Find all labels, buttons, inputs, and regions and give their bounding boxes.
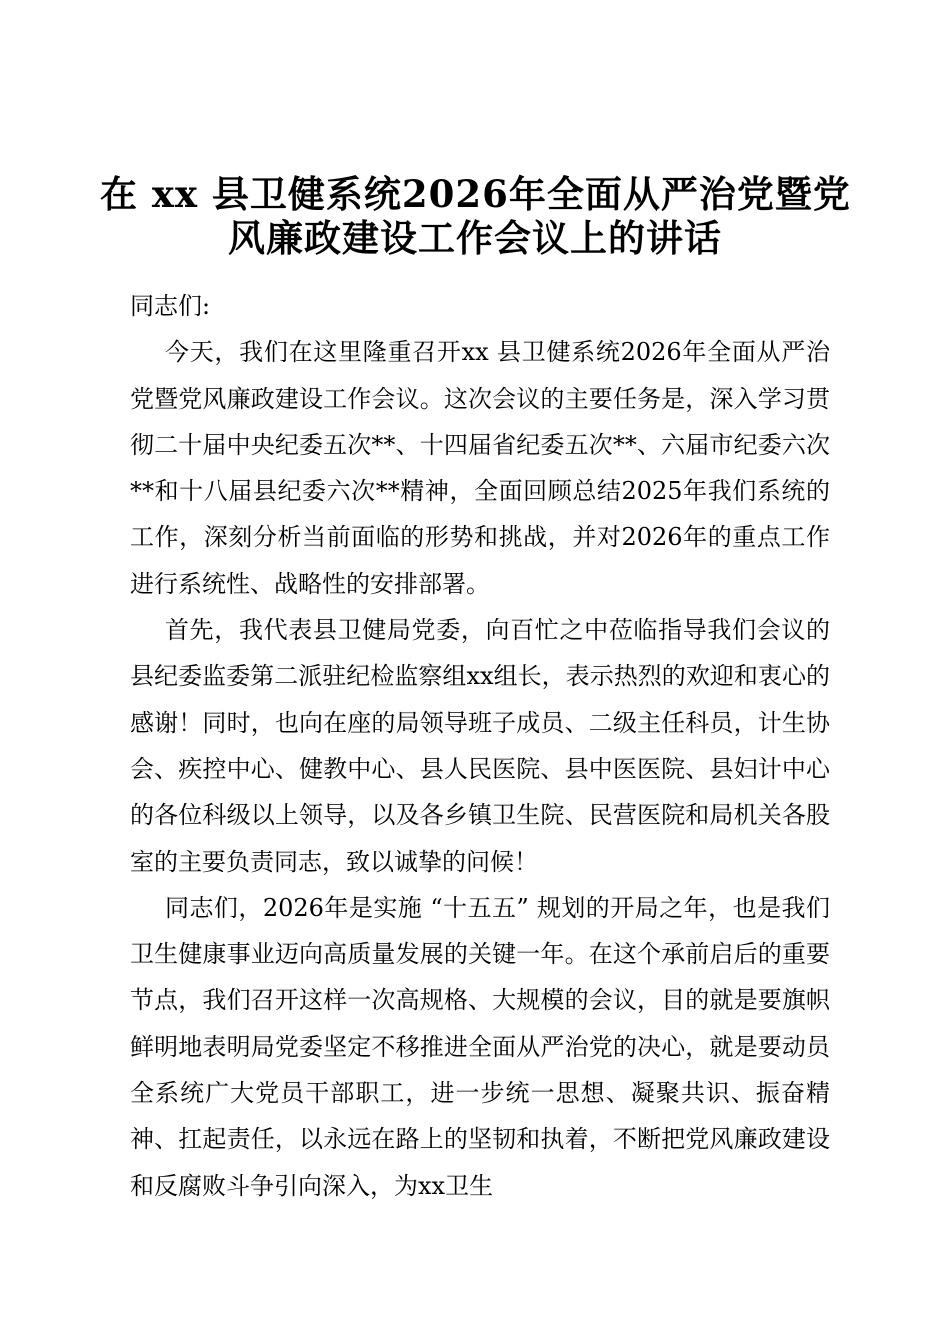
title-line-2: 风廉政建设工作会议上的讲话 bbox=[228, 216, 722, 260]
speech-body bbox=[130, 283, 830, 1209]
title-line-1: 在 xx 县卫健系统2026年全面从严治党暨党 bbox=[100, 172, 851, 216]
paragraph-greetings: 首先，我代表县卫健局党委，向百忙之中莅临指导我们会议的县纪委监委第二派驻纪检监察组xx组长，表示热烈的欢迎和衷心的感谢！同时，也向在座的局领导班子成员、二级主任科员，计生协会、疾控中心、健教中心、县人民医院、县中医医院、县妇计中心的各位科级以上领导，以及各乡镇卫生院、民营医院和局机关各股室的主要负责同志，致以诚挚的问候！ bbox=[130, 616, 830, 876]
paragraph-significance: 同志们，2026年是实施 “十五五” 规划的开局之年，也是我们卫生健康事业迈向高质量发展的关键一年。在这个承前启后的重要节点，我们召开这样一次高规格、大规模的会议，目的就是要旗帜鲜明地表明局党委坚定不移推进全面从严治党的决心，就是要动员全系统广大党员干部职工，进一步统一思想、凝聚共识、振奋精神、扛起责任，以永远在路上的坚韧和执着，不断把党风廉政建设和反腐败斗争引向深入，为xx卫生 bbox=[130, 893, 830, 1200]
salutation: 同志们: bbox=[130, 292, 211, 320]
paragraph-opening: 今天，我们在这里隆重召开xx 县卫健系统2026年全面从严治党暨党风廉政建设工作会议。这次会议的主要任务是，深入学习贯彻二十届中央纪委五次**、十四届省纪委五次**、六届市纪委六次**和十八届县纪委六次**精神，全面回顾总结2025年我们系统的工作，深刻分析当前面临的形势和挑战，并对2026年的重点工作进行系统性、战略性的安排部署。 bbox=[130, 338, 830, 598]
